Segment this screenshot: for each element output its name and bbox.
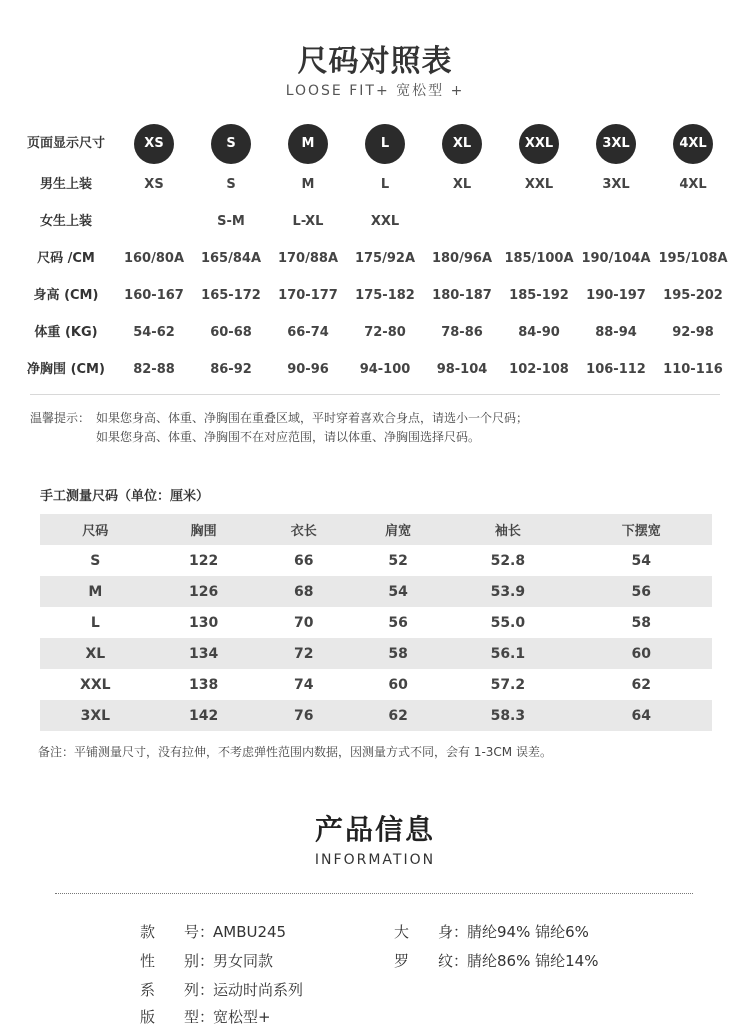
table-cell: 55.0	[490, 614, 526, 631]
size-chart-head-row	[0, 122, 750, 166]
row-label: 尺码 /CM	[37, 251, 95, 266]
size-circle: XXL	[519, 124, 559, 164]
size-cell: 160-167	[124, 288, 184, 303]
table-cell: 52	[388, 552, 408, 569]
row-label: 体重 (KG)	[34, 325, 98, 340]
info-value: 腈纶94% 锦纶6%	[467, 923, 589, 941]
size-circle: M	[288, 124, 328, 164]
size-cell: 82-88	[133, 362, 175, 377]
table-cell: 60	[631, 645, 651, 662]
table-cell: 52.8	[490, 552, 526, 569]
size-cell	[499, 203, 579, 240]
info-key: 系	[140, 981, 156, 999]
row-label: 身高 (CM)	[33, 288, 99, 303]
table-cell: 58	[631, 614, 651, 631]
table-cell: 54	[631, 552, 651, 569]
tips-label: 温馨提示：	[30, 411, 91, 425]
size-circle: L	[365, 124, 405, 164]
size-circle: 3XL	[596, 124, 636, 164]
size-row-weight	[0, 314, 750, 351]
size-cell: 94-100	[359, 362, 411, 377]
info-item	[394, 921, 589, 942]
size-circle: XS	[134, 124, 174, 164]
page-subtitle: LOOSE FIT+ 宽松型 +	[285, 83, 465, 99]
info-item	[394, 950, 598, 971]
size-cell: 185/100A	[504, 251, 574, 266]
table-cell: 68	[294, 583, 314, 600]
table-cell: 76	[294, 707, 314, 724]
size-cell: 195/108A	[658, 251, 728, 266]
size-cell: S	[226, 177, 236, 192]
table-row	[40, 607, 712, 638]
table-cell: 134	[189, 645, 219, 662]
table-cell: XL	[85, 645, 106, 662]
table-cell: 66	[294, 552, 314, 569]
table-row	[40, 576, 712, 607]
size-cell: L	[380, 177, 390, 192]
size-cell: 180-187	[432, 288, 492, 303]
table-row	[40, 638, 712, 669]
size-row-women	[0, 203, 750, 240]
table-cell: 142	[189, 707, 219, 724]
size-cell: 84-90	[518, 325, 560, 340]
size-cell: 180/96A	[431, 251, 493, 266]
table-header-row	[40, 514, 712, 545]
size-circle: XL	[442, 124, 482, 164]
dotted-divider	[55, 893, 693, 894]
size-cell: XL	[452, 177, 472, 192]
size-cell: 160/80A	[123, 251, 185, 266]
info-key: 罗	[394, 952, 410, 970]
size-cell: 190-197	[586, 288, 646, 303]
size-cell: 165/84A	[200, 251, 262, 266]
table-cell: M	[88, 583, 103, 600]
info-item	[140, 1006, 271, 1027]
table-cell: 54	[388, 583, 408, 600]
info-key: 身：	[438, 923, 469, 941]
table-cell: 58.3	[490, 707, 526, 724]
info-value: 运动时尚系列	[213, 981, 304, 999]
info-key: 号：	[184, 923, 215, 941]
size-circle: S	[211, 124, 251, 164]
column-header: 下摆宽	[621, 524, 661, 539]
row-label: 男生上装	[39, 177, 92, 192]
size-cell: 90-96	[287, 362, 329, 377]
table-cell: 58	[388, 645, 408, 662]
size-cell	[576, 203, 656, 240]
size-cell: 175/92A	[354, 251, 416, 266]
table-cell: 60	[388, 676, 408, 693]
info-key: 纹：	[438, 952, 469, 970]
size-chart	[0, 122, 750, 388]
info-item	[140, 979, 303, 1000]
table-cell: L	[90, 614, 100, 631]
table-cell: S	[90, 552, 101, 569]
tips-line: 如果您身高、体重、净胸围不在对应范围，请以体重、净胸围选择尺码。	[96, 430, 481, 444]
table-cell: 3XL	[80, 707, 111, 724]
size-cell: 175-182	[355, 288, 415, 303]
size-row-chest	[0, 351, 750, 388]
size-cell: 185-192	[509, 288, 569, 303]
size-row-men	[0, 166, 750, 203]
table-cell: 53.9	[490, 583, 526, 600]
size-cell: 92-98	[672, 325, 714, 340]
column-header: 胸围	[190, 524, 217, 539]
size-cell: M	[301, 177, 315, 192]
size-cell: 110-116	[663, 362, 723, 377]
size-cell: 54-62	[133, 325, 175, 340]
size-cell: 66-74	[287, 325, 329, 340]
row-label: 页面显示尺寸	[26, 136, 105, 151]
info-key: 大	[394, 923, 410, 941]
size-row-height	[0, 277, 750, 314]
size-cell: XXL	[370, 214, 400, 229]
info-value: 宽松型+	[213, 1008, 271, 1026]
table-cell: 72	[294, 645, 314, 662]
size-cell: 98-104	[436, 362, 488, 377]
table-cell: 56.1	[490, 645, 526, 662]
size-cell: 4XL	[679, 177, 707, 192]
info-key: 型：	[184, 1008, 215, 1026]
table-row	[40, 545, 712, 576]
table-cell: 57.2	[490, 676, 526, 693]
info-key: 别：	[184, 952, 215, 970]
table-cell: 138	[189, 676, 219, 693]
table-cell: 70	[294, 614, 314, 631]
size-cell: S-M	[217, 214, 245, 229]
size-circle: 4XL	[673, 124, 713, 164]
table-row	[40, 700, 712, 731]
info-value: 腈纶86% 锦纶14%	[467, 952, 599, 970]
info-key: 款	[140, 923, 156, 941]
table-cell: 122	[189, 552, 219, 569]
size-cell: 170/88A	[277, 251, 339, 266]
row-label: 净胸围 (CM)	[27, 362, 105, 377]
measure-note: 备注：平铺测量尺寸，没有拉伸，不考虑弹性范围内数据，因测量方式不同，会有 1-3CM 误差。	[38, 745, 552, 759]
info-item	[140, 950, 273, 971]
size-cell: 3XL	[602, 177, 630, 192]
info-key: 列：	[184, 981, 215, 999]
size-cell: 60-68	[210, 325, 252, 340]
table-cell: 64	[631, 707, 651, 724]
size-cell: 102-108	[509, 362, 569, 377]
measure-title: 手工测量尺码（单位：厘米）	[40, 489, 210, 504]
table-cell: 126	[189, 583, 219, 600]
table-cell: 56	[388, 614, 408, 631]
size-cell: 165-172	[201, 288, 261, 303]
table-cell: 62	[631, 676, 651, 693]
table-cell: XXL	[80, 676, 111, 693]
size-cell: 86-92	[210, 362, 252, 377]
tips-line: 如果您身高、体重、净胸围在重叠区域，平时穿着喜欢合身点，请选小一个尺码；	[96, 411, 529, 425]
table-row	[40, 669, 712, 700]
measure-table	[40, 514, 712, 731]
size-cell: XS	[144, 177, 164, 192]
table-cell: 74	[294, 676, 314, 693]
column-header: 袖长	[494, 524, 521, 539]
size-cell: 106-112	[586, 362, 646, 377]
info-value: 男女同款	[213, 952, 274, 970]
page-title: 尺码对照表	[297, 44, 453, 79]
size-cell	[114, 203, 194, 240]
size-cell: XXL	[524, 177, 554, 192]
column-header: 肩宽	[385, 524, 412, 539]
table-cell: 62	[388, 707, 408, 724]
table-cell: 130	[189, 614, 219, 631]
size-cell: 190/104A	[581, 251, 651, 266]
column-header: 衣长	[290, 524, 317, 539]
product-title: 产品信息	[314, 813, 435, 846]
info-key: 版	[140, 1008, 156, 1026]
size-row-code	[0, 240, 750, 277]
info-item	[140, 921, 286, 942]
size-cell	[422, 203, 502, 240]
size-cell	[653, 203, 733, 240]
info-value: AMBU245	[213, 923, 287, 941]
info-key: 性	[140, 952, 156, 970]
size-cell: 170-177	[278, 288, 338, 303]
column-header: 尺码	[82, 524, 109, 539]
size-cell: L-XL	[292, 214, 324, 229]
row-label: 女生上装	[39, 214, 92, 229]
section-divider	[30, 394, 720, 395]
size-cell: 72-80	[364, 325, 406, 340]
size-cell: 195-202	[663, 288, 723, 303]
product-subtitle: INFORMATION	[314, 852, 436, 868]
size-cell: 78-86	[441, 325, 483, 340]
size-cell: 88-94	[595, 325, 637, 340]
table-cell: 56	[631, 583, 651, 600]
